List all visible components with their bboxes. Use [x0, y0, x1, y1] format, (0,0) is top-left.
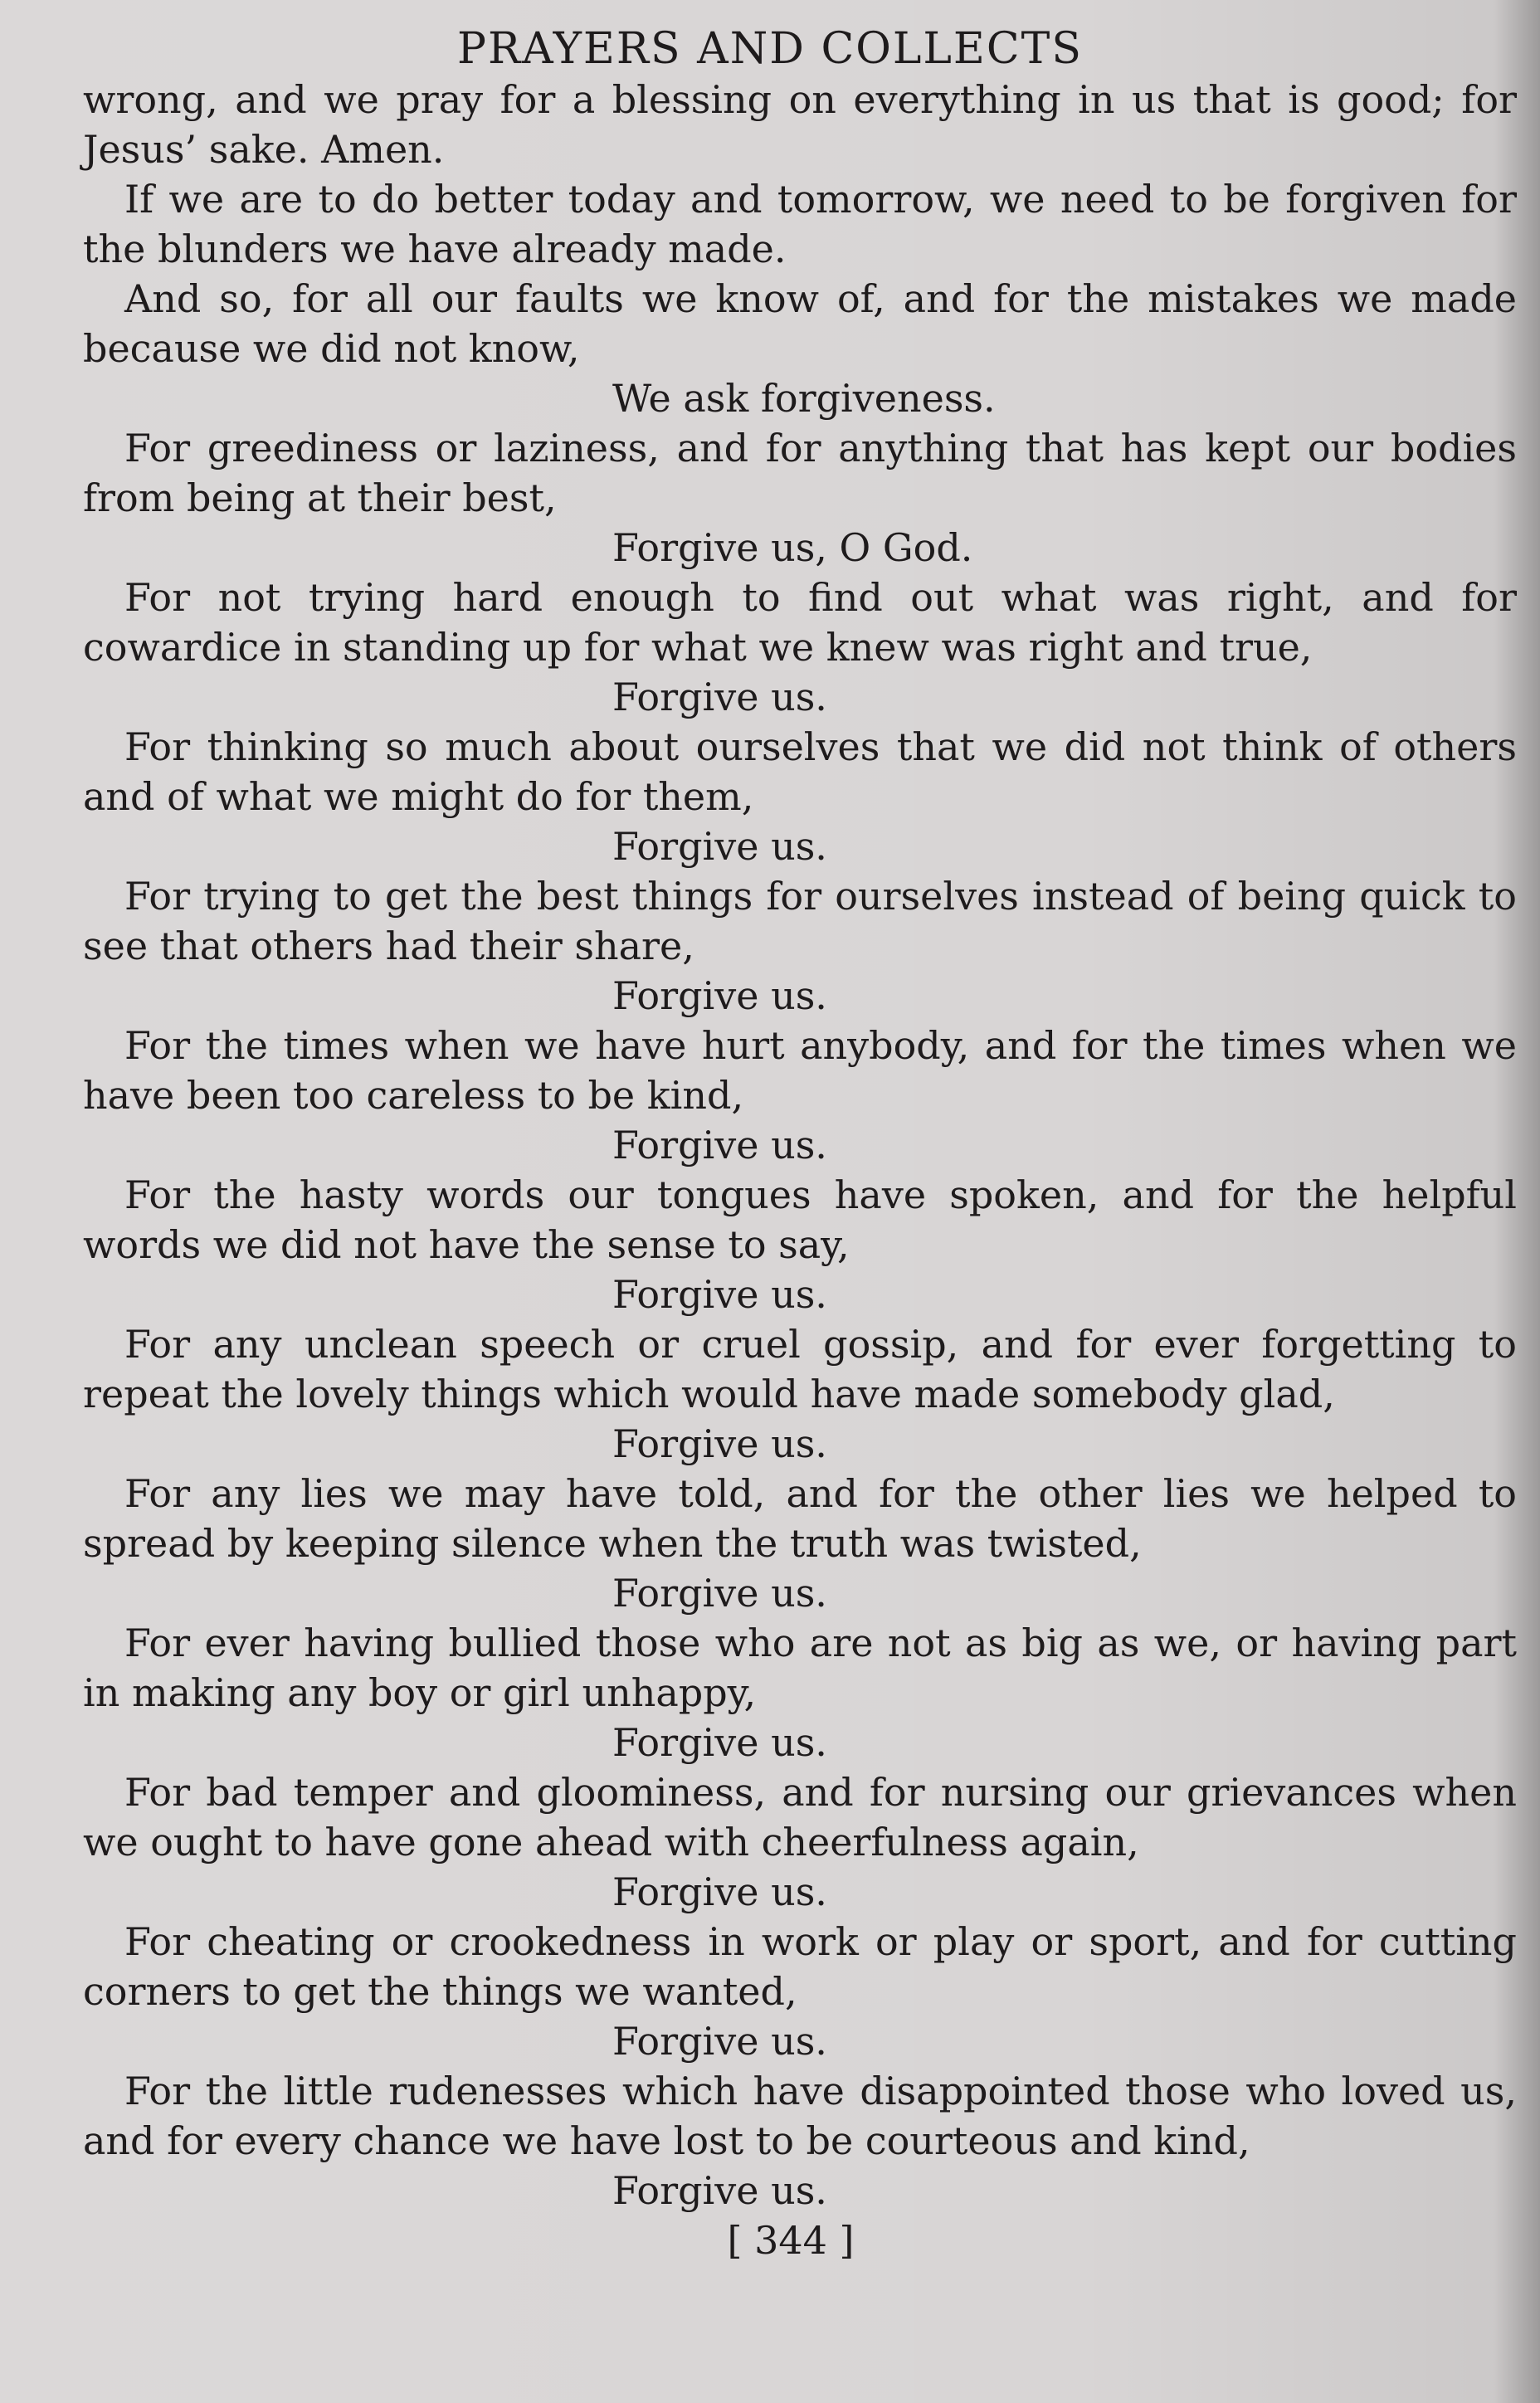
petition-1: For greediness or laziness, and for anything that has kept our bodies from being at their best,	[83, 426, 1517, 520]
opening-paragraph: wrong, and we pray for a blessing on everything in us that is good; for Jesus’ sake. Amen.	[83, 77, 1517, 172]
petition-2: For not trying hard enough to find out what was right, and for cowardice in standing up for what we knew was right and true,	[83, 575, 1517, 670]
page-number	[0, 2215, 1540, 2265]
petition-5: For the times when we have hurt anybody, and for the times when we have been too careless to be kind,	[83, 1023, 1517, 1118]
petition-9: For ever having bullied those who are not as big as we, or having part in making any boy or girl unhappy,	[83, 1621, 1517, 1715]
petition-response-5: Forgive us.	[612, 1123, 827, 1167]
petition-response-4: Forgive us.	[612, 973, 827, 1018]
petition-response-9: Forgive us.	[612, 1720, 827, 1765]
petition-response-10: Forgive us.	[612, 1869, 827, 1914]
petition-7: For any unclean speech or cruel gossip, and for ever forgetting to repeat the lovely things which would have made somebody glad,	[83, 1322, 1517, 1416]
petition-response-7: Forgive us.	[612, 1421, 827, 1466]
petition-response-3: Forgive us.	[612, 824, 827, 869]
petition-3: For thinking so much about ourselves that we did not think of others and of what we might do for them,	[83, 724, 1517, 819]
intro-paragraph-1: If we are to do better today and tomorrow, we need to be forgiven for the blunders we have already made.	[83, 177, 1517, 271]
petition-response-2: Forgive us.	[612, 675, 827, 719]
running-header: PRAYERS AND COLLECTS	[457, 24, 1083, 74]
petition-12: For the little rudenesses which have disappointed those who loved us, and for every chance we have lost to be courteous and kind,	[83, 2069, 1517, 2163]
petition-response-11: Forgive us.	[612, 2019, 827, 2064]
petition-response-8: Forgive us.	[612, 1571, 827, 1616]
petition-6: For the hasty words our tongues have spoken, and for the helpful words we did not have the sense to say,	[83, 1172, 1517, 1267]
petition-4: For trying to get the best things for ourselves instead of being quick to see that others had their share,	[83, 874, 1517, 968]
petition-10: For bad temper and gloominess, and for nursing our grievances when we ought to have gone ahead with cheerfulness again,	[83, 1770, 1517, 1864]
petition-8: For any lies we may have told, and for the other lies we helped to spread by keeping silence when the truth was twisted,	[83, 1471, 1517, 1566]
prayer-text	[83, 75, 1517, 2215]
intro-response: We ask forgiveness.	[612, 376, 996, 421]
petition-11: For cheating or crookedness in work or play or sport, and for cutting corners to get the things we wanted,	[83, 1919, 1517, 2014]
petition-response-12: Forgive us.	[612, 2168, 827, 2213]
petition-response-6: Forgive us.	[612, 1272, 827, 1317]
petition-response-1: Forgive us, O God.	[612, 525, 973, 570]
page-number-label: [ 344 ]	[727, 2218, 855, 2263]
intro-paragraph-2: And so, for all our faults we know of, and for the mistakes we made because we did not know,	[83, 276, 1517, 371]
